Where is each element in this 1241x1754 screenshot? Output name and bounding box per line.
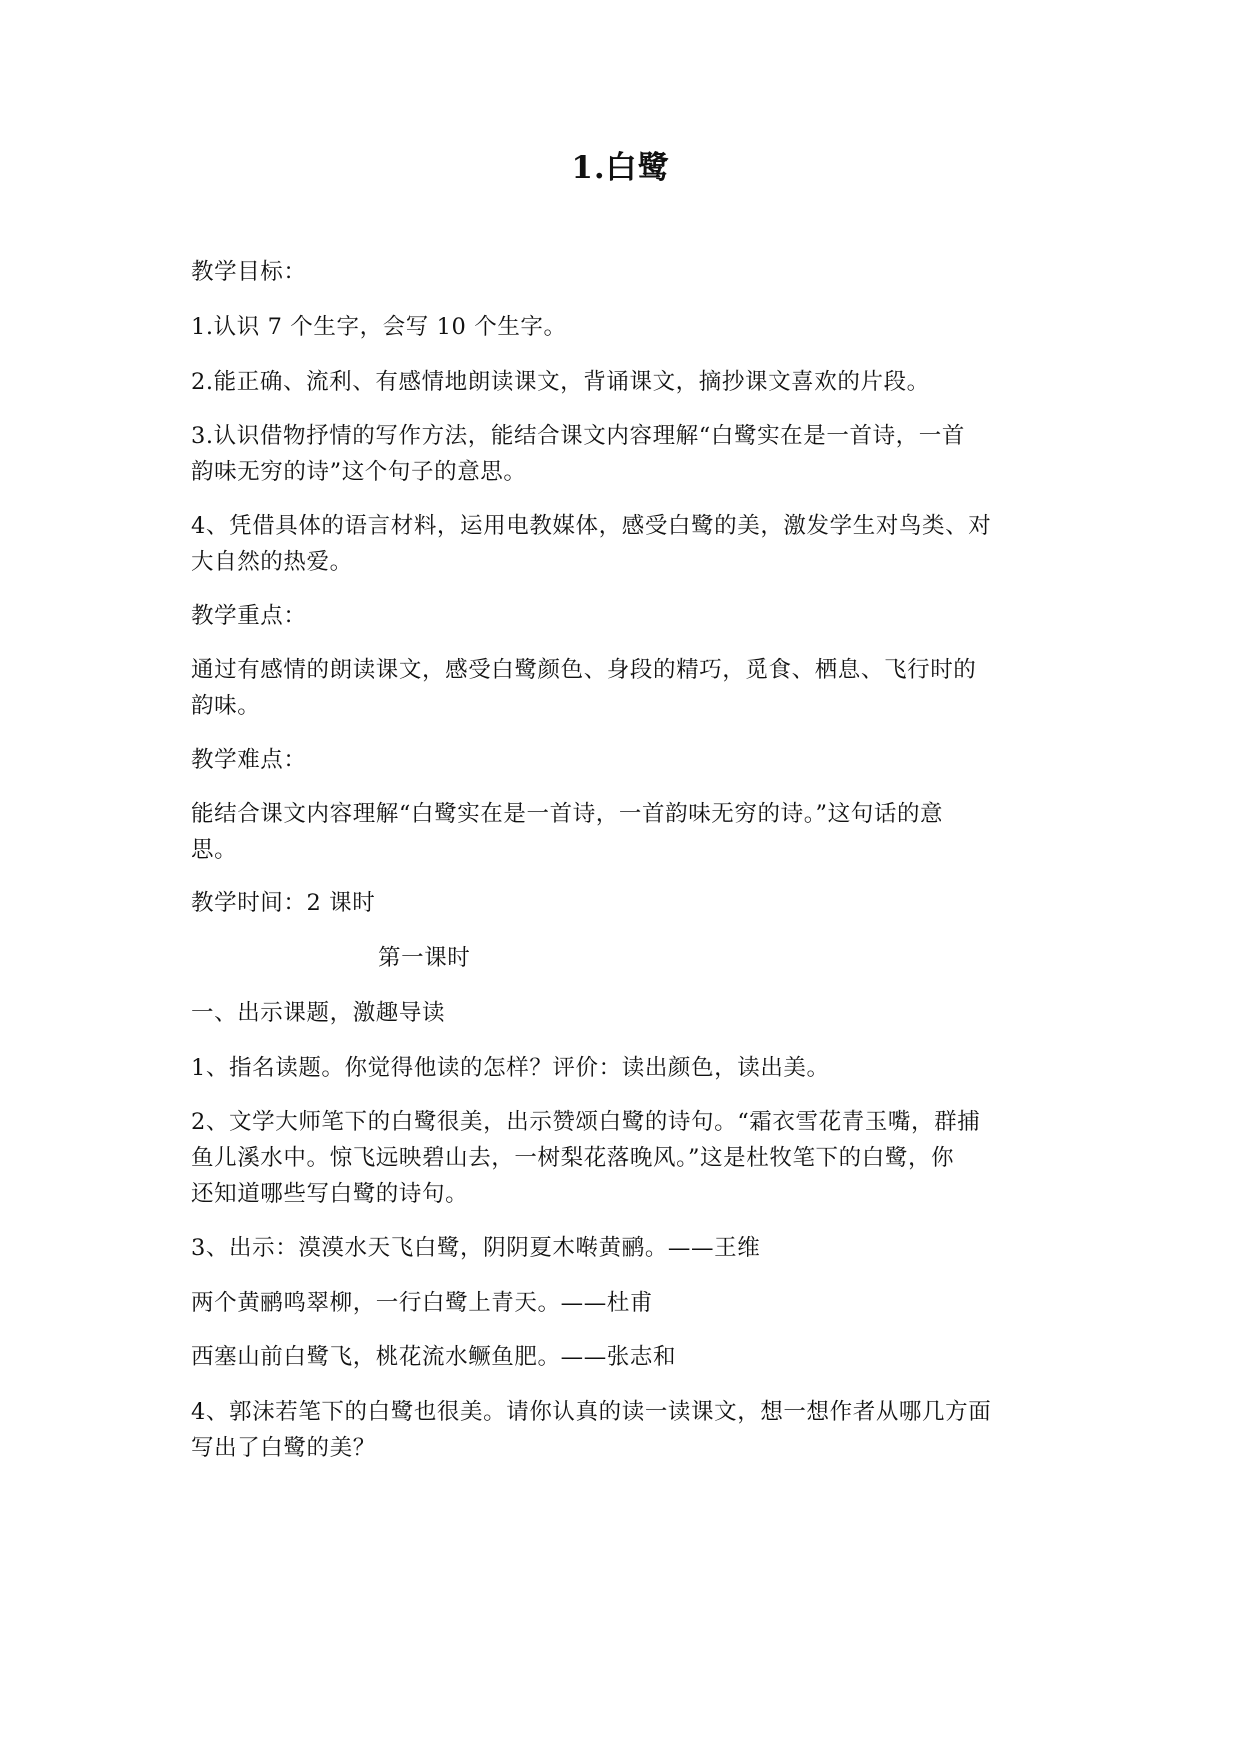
text-line: 3、出示：漠漠水天飞白鹭，阴阴夏木啭黄鹂。——王维	[191, 1235, 761, 1261]
text-line: 1.认识 7 个生字，会写 10 个生字。	[191, 314, 567, 340]
objective-item-1	[191, 309, 1061, 345]
poem-line	[191, 1339, 1061, 1375]
text-line: 一、出示课题，激趣导读	[191, 1000, 446, 1026]
section-heading	[191, 995, 1061, 1031]
key-points-text	[191, 652, 1061, 724]
step-item-1	[191, 1050, 1061, 1086]
objectives-heading	[191, 254, 1061, 290]
step-item-4	[191, 1394, 1061, 1466]
text-line: 3.认识借物抒情的写作方法，能结合课文内容理解“白鹭实在是一首诗，一首	[191, 423, 965, 449]
text-line: 通过有感情的朗读课文，感受白鹭颜色、身段的精巧，觅食、栖息、飞行时的	[191, 657, 977, 683]
objective-item-2	[191, 364, 1061, 400]
lesson-heading	[378, 940, 1241, 976]
text-line: 写出了白鹭的美？	[191, 1435, 376, 1461]
key-points-heading	[191, 598, 1061, 634]
objective-item-3	[191, 418, 1061, 490]
text-line: 2.能正确、流利、有感情地朗读课文，背诵课文，摘抄课文喜欢的片段。	[191, 369, 930, 395]
document-title: 1.白鹭	[571, 150, 670, 186]
text-line: 还知道哪些写白鹭的诗句。	[191, 1181, 469, 1207]
step-item-3	[191, 1230, 1061, 1266]
text-line: 4、郭沫若笔下的白鹭也很美。请你认真的读一读课文，想一想作者从哪几方面	[191, 1399, 992, 1425]
poem-line	[191, 1285, 1061, 1321]
step-item-2	[191, 1104, 1061, 1212]
difficulties-text	[191, 796, 1061, 868]
text-line: 韵味无穷的诗”这个句子的意思。	[191, 459, 527, 485]
text-line: 第一课时	[378, 945, 471, 971]
text-line: 教学时间：2 课时	[191, 890, 376, 916]
text-line: 教学目标：	[191, 259, 307, 285]
difficulties-heading	[191, 742, 1061, 778]
text-line: 思。	[191, 837, 238, 863]
text-line: 鱼儿溪水中。惊飞远映碧山去，一树梨花落晚风。”这是杜牧笔下的白鹭，你	[191, 1145, 955, 1171]
text-line: 两个黄鹂鸣翠柳，一行白鹭上青天。——杜甫	[191, 1290, 654, 1316]
teaching-time	[191, 885, 1061, 921]
text-line: 韵味。	[191, 693, 261, 719]
text-line: 大自然的热爱。	[191, 549, 353, 575]
text-line: 教学重点：	[191, 603, 307, 629]
text-line: 西塞山前白鹭飞，桃花流水鳜鱼肥。——张志和	[191, 1344, 677, 1370]
objective-item-4	[191, 508, 1061, 580]
text-line: 教学难点：	[191, 747, 307, 773]
text-line: 1、指名读题。你觉得他读的怎样？评价：读出颜色，读出美。	[191, 1055, 830, 1081]
text-line: 4、凭借具体的语言材料，运用电教媒体，感受白鹭的美，激发学生对鸟类、对	[191, 513, 992, 539]
text-line: 能结合课文内容理解“白鹭实在是一首诗，一首韵味无穷的诗。”这句话的意	[191, 801, 944, 827]
text-line: 2、文学大师笔下的白鹭很美，出示赞颂白鹭的诗句。“霜衣雪花青玉嘴，群捕	[191, 1109, 981, 1135]
